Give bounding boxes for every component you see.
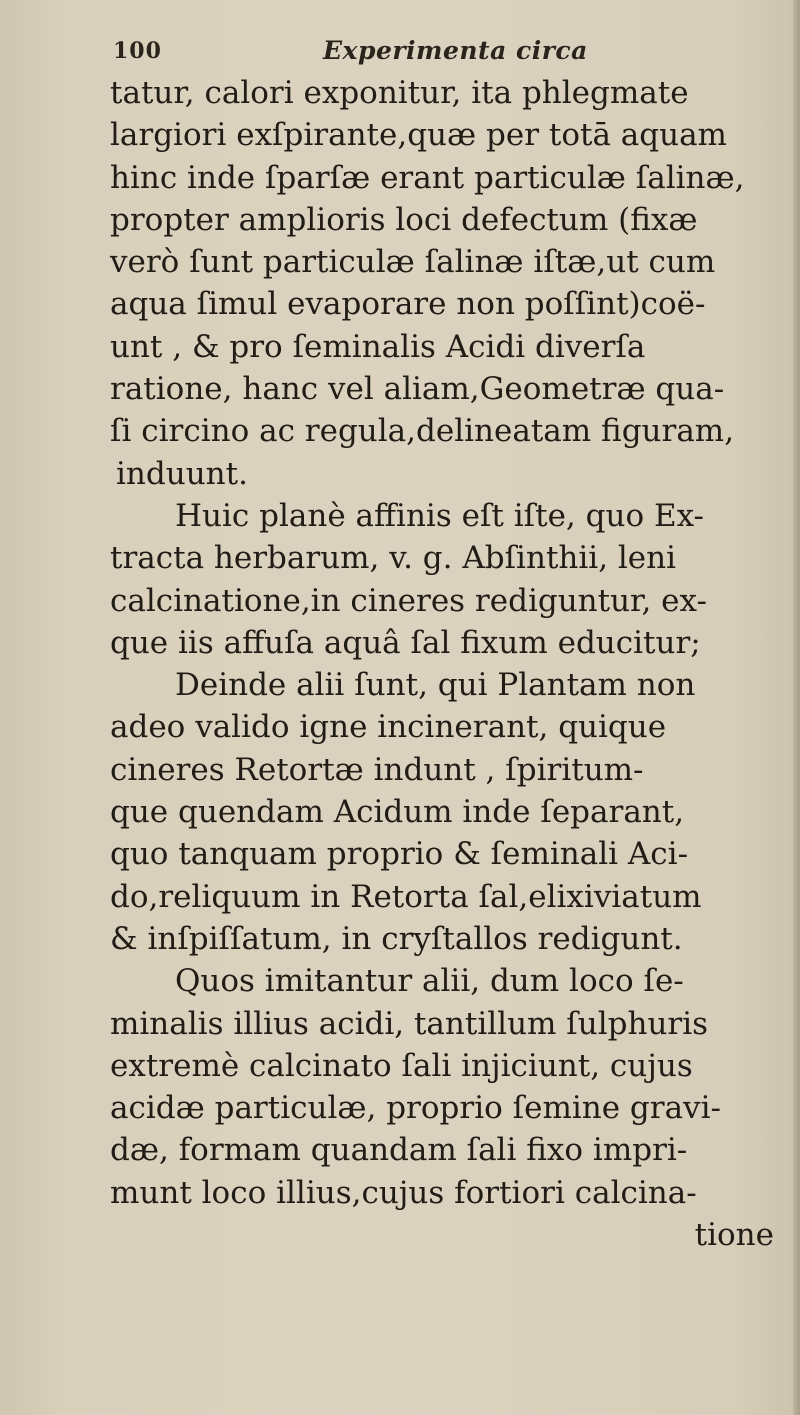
text-line: tatur, calori exponitur, ita phlegmate [110, 75, 689, 111]
text-line: do,reliquum in Retorta ſal,elixiviatum [110, 878, 702, 915]
text-line: ratione, hanc vel aliam,Geometræ qua- [110, 371, 725, 408]
text-line: verò ſunt particulæ ſalinæ iſtæ,ut cum [110, 244, 716, 281]
text-line: dæ, formam quandam ſali fixo impri- [110, 1132, 688, 1169]
text-line: ſi circino ac regula,delineatam figuram, [110, 413, 735, 450]
text-line: & inſpiſſatum, in cryſtallos redigunt. [110, 920, 683, 957]
text-line: induunt. [116, 455, 248, 492]
page-edge [793, 0, 800, 1415]
text-line: calcinatione,in cineres rediguntur, ex- [110, 582, 707, 619]
text-line: cineres Retortæ indunt , ſpiritum- [110, 751, 644, 788]
page-header [113, 36, 673, 72]
text-line: que iis affuſa aquâ ſal fixum educitur; [110, 624, 701, 661]
text-line: tracta herbarum, v. g. Abſinthii, leni [110, 540, 677, 577]
paragraph-start-line: Huic planè affinis eſt iſte, quo Ex- [175, 497, 704, 534]
text-line: acidæ particulæ, proprio ſemine gravi- [110, 1090, 721, 1127]
text-line: extremè calcinato ſali injiciunt, cujus [110, 1047, 693, 1084]
text-line: quo tanquam proprio & ſeminali Aci- [110, 836, 689, 873]
paragraph-start-line: Deinde alii ſunt, qui Plantam non [175, 667, 696, 704]
text-line: adeo valido igne incinerant, quique [110, 709, 667, 746]
text-line: unt , & pro ſeminalis Acidi diverſa [110, 328, 646, 365]
body-text [110, 72, 792, 1256]
text-line: propter amplioris loci defectum (fixæ [110, 201, 698, 238]
text-line: munt loco illius,cujus fortiori calcina- [110, 1174, 697, 1211]
text-line: largiori exſpirante,quæ per totā aquam [110, 117, 727, 154]
text-line: minalis illius acidi, tantillum ſulphuris [110, 1005, 709, 1042]
text-line: hinc inde ſparſæ erant particulæ ſalinæ, [110, 159, 745, 196]
catchword: tione [694, 1217, 774, 1254]
paragraph-start-line: Quos imitantur alii, dum loco ſe- [175, 963, 684, 1000]
page-number: 100 [113, 38, 162, 64]
text-line: aqua ſimul evaporare non poſſint)coë- [110, 286, 706, 323]
running-head: Experimenta circa [323, 36, 588, 65]
text-line: que quendam Acidum inde ſeparant, [110, 794, 685, 831]
